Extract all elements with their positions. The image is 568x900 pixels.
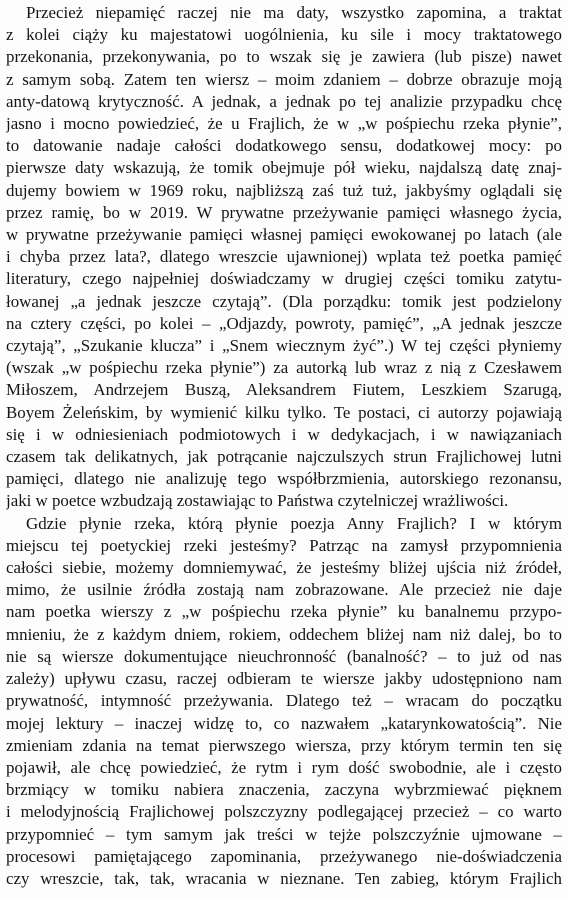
- text-line: czasem tak delikatnych, jak potrącanie najczulszych strun Frajlichowej lutni: [6, 447, 562, 467]
- text-line: jaki w poetce wzbudzają zostawiając to Państwa czytelniczej wrażliwości.: [6, 491, 509, 511]
- text-line: czytają”, „Szukanie klucza” i „Snem wiecznym żyć”.) W tej części płyniemy: [6, 336, 562, 356]
- text-line: anty-datową krytyczność. A jednak, a jednak po tej analizie przypadku chcę: [6, 91, 562, 111]
- text-line: Boyem Żeleńskim, by wymienić kilku tylko. Te postaci, ci autorzy pojawiają: [6, 402, 562, 422]
- text-line: nie są wiersze dokumentujące nieuchronność (banalność? – to już od nas: [6, 646, 562, 666]
- text-line: procesowi pamiętającego zapominania, przeżywanego nie-doświadczenia: [6, 846, 562, 866]
- text-line: przekonania, przekonywania, po to wszak się je zawiera (lub pisze) nawet: [6, 47, 562, 67]
- text-line: przez ramię, bo w 2019. W prywatne przeżywanie pamięci własnego życia,: [6, 202, 562, 222]
- text-line: na cztery części, po kolei – „Odjazdy, powroty, pamięć”, „A jednak jeszcze: [6, 313, 562, 333]
- paragraph-2: [6, 513, 562, 890]
- text-line: miejscu tej poetyckiej rzeki jesteśmy? Patrząc na zamysł przypomnienia: [6, 535, 562, 555]
- text-line: pierwsze daty wskazują, że tomik obejmuje pół wieku, najdalszą datę znaj-: [6, 158, 562, 178]
- text-line: jasno i mocno powiedzieć, że u Frajlich, że w „w pośpiechu rzeka płynie”,: [6, 114, 562, 134]
- text-line: zależy) upływu czasu, raczej odbieram te wiersze jakby udostępniono nam: [6, 669, 562, 689]
- text-line: w prywatne przeżywanie pamięci własnej pamięci ewokowanej po latach (ale: [6, 225, 562, 245]
- text-line: nam poetka wierszy z „w pośpiechu rzeka płynie” ku banalnemu przypo-: [6, 602, 562, 622]
- text-line: mnieniu, że z każdym dniem, rokiem, oddechem bliżej nam niż dalej, bo to: [6, 624, 562, 644]
- text-line: pamięci, dlatego nie analizuję tego współbrzmienia, autorskiego rezonansu,: [6, 469, 562, 489]
- text-line: (wszak „w pośpiechu rzeka płynie”) za autorką lub wraz z nią z Czesławem: [6, 358, 562, 378]
- text-line: dujemy bowiem w 1969 roku, najbliższą zaś tuż tuż, jakbyśmy oglądali się: [6, 180, 562, 200]
- text-line: z samym sobą. Zatem ten wiersz – moim zdaniem – dobrze obrazuje moją: [6, 69, 562, 89]
- text-line: mimo, że usilnie źródła zostają nam zobrazowane. Ale przecież nie daje: [6, 580, 562, 600]
- text-line: czy wreszcie, tak, tak, wracania w nieznane. Ten zabieg, którym Frajlich: [6, 868, 562, 888]
- text-line: z kolei ciąży ku majestatowi uogólnienia, ku sile i mocy traktatowego: [6, 25, 562, 45]
- text-line: Miłoszem, Andrzejem Buszą, Aleksandrem Fiutem, Leszkiem Szarugą,: [6, 380, 562, 400]
- text-line: brzmiący w tomiku nabiera znaczenia, zaczyna wybrzmiewać pięknem: [6, 780, 562, 800]
- text-line: Gdzie płynie rzeka, którą płynie poezja Anny Frajlich? I w którym: [26, 513, 562, 533]
- text-line: całości siebie, możemy domniemywać, że jesteśmy bliżej ujścia niż źródeł,: [6, 558, 562, 578]
- text-line: zmieniam zdania na temat pierwszego wiersza, przy którym termin ten się: [6, 735, 562, 755]
- text-line: się i w odniesieniach podmiotowych i w dedykacjach, i w nawiązaniach: [6, 424, 562, 444]
- paragraph-1: [6, 2, 562, 513]
- text-line: to datowanie nadaje całości dodatkowego sensu, dodatkowej mocy: po: [6, 136, 562, 156]
- text-line: i melodyjnością Frajlichowej polszczyzny podlegającej przecież – co warto: [6, 802, 562, 822]
- text-line: przypomnieć – tym samym jak treści w tejże polszczyźnie ujmowane –: [6, 824, 562, 844]
- text-line: literatury, czego najpełniej doświadczamy w drugiej części tomiku zatytu-: [6, 269, 562, 289]
- text-line: Przecież niepamięć raczej nie ma daty, wszystko zapomina, a traktat: [26, 3, 562, 22]
- text-line: łowanej „a jednak jeszcze czytają”. (Dla porządku: tomik jest podzielony: [6, 291, 562, 311]
- text-line: prywatność, intymność przeżywania. Dlatego też – wracam do początku: [6, 691, 562, 711]
- text-line: pojawił, ale chcę powiedzieć, że rytm i rym dość swobodnie, ale i często: [6, 757, 562, 777]
- text-line: i chyba przez lata?, dlatego wreszcie ujawnionej) wplata też poetka pamięć: [6, 247, 562, 267]
- text-line: mojej lektury – inaczej widzę to, co nazwałem „katarynkowatością”. Nie: [6, 713, 562, 733]
